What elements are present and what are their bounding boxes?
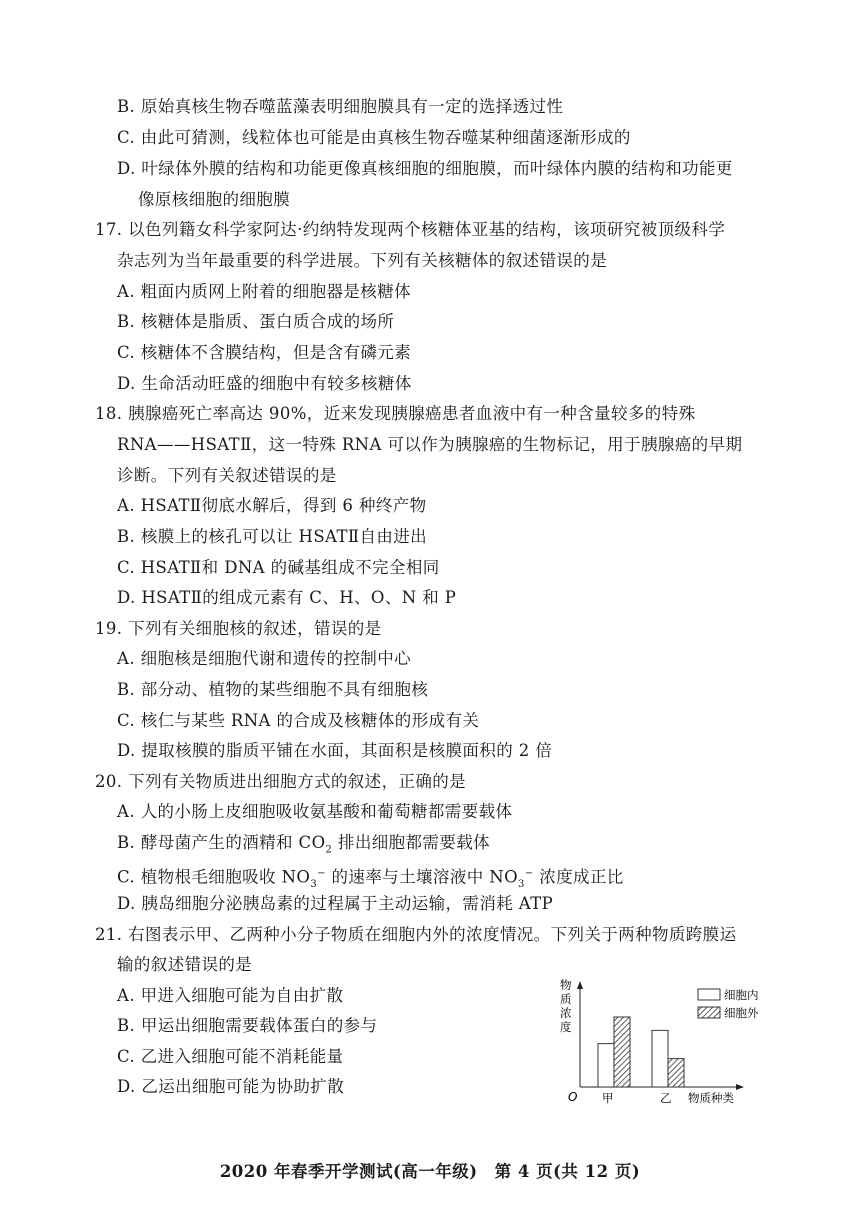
bar-甲-细胞外 xyxy=(614,1017,630,1087)
legend xyxy=(698,988,759,1020)
q18-stem: 18. 胰腺癌死亡率高达 90%，近来发现胰腺癌患者血液中有一种含量较多的特殊 xyxy=(95,404,696,423)
q16-option-d: D. 叶绿体外膜的结构和功能更像真核细胞的细胞膜，而叶绿体内膜的结构和功能更 xyxy=(117,159,733,178)
q19-option-c: C. 核仁与某些 RNA 的合成及核糖体的形成有关 xyxy=(117,711,480,730)
q21-stem-continued: 输的叙述错误的是 xyxy=(117,955,253,974)
origin-label: O xyxy=(568,1090,578,1104)
q16-option-c: C. 由此可猜测，线粒体也可能是由真核生物吞噬某种细菌逐渐形成的 xyxy=(117,128,631,147)
bars-group xyxy=(598,1017,684,1087)
q18-option-d: D. HSATⅡ的组成元素有 C、H、O、N 和 P xyxy=(117,588,457,607)
q17-option-c: C. 核糖体不含膜结构，但是含有磷元素 xyxy=(117,343,412,362)
q20-c-subscript-2: 3 xyxy=(518,878,525,890)
q17-option-d: D. 生命活动旺盛的细胞中有较多核糖体 xyxy=(117,374,412,393)
x-tick-label-甲: 甲 xyxy=(602,1091,614,1105)
concentration-bar-chart xyxy=(552,975,762,1110)
q20-c-text-mid: 的速率与土壤溶液中 NO xyxy=(325,867,519,887)
q16-option-d-continued: 像原核细胞的细胞膜 xyxy=(138,190,291,209)
x-tick-labels xyxy=(602,1091,672,1105)
y-axis-label-line-4: 度 xyxy=(560,1020,572,1034)
q21-stem: 21. 右图表示甲、乙两种小分子物质在细胞内外的浓度情况。下列关于两种物质跨膜运 xyxy=(95,925,737,944)
x-axis-label: 物质种类 xyxy=(688,1091,734,1105)
q20-c-superscript-2: − xyxy=(524,868,534,879)
q18-stem-continued: RNA——HSATⅡ，这一特殊 RNA 可以作为胰腺癌的生物标记，用于胰腺癌的早期 xyxy=(117,435,743,454)
q20-c-text: C. 植物根毛细胞吸收 NO xyxy=(117,867,311,887)
q18-option-c: C. HSATⅡ和 DNA 的碱基组成不完全相同 xyxy=(117,558,440,577)
q16-option-b: B. 原始真核生物吞噬蓝藻表明细胞膜具有一定的选择透过性 xyxy=(117,97,564,116)
q19-option-b: B. 部分动、植物的某些细胞不具有细胞核 xyxy=(117,680,429,699)
q17-option-a: A. 粗面内质网上附着的细胞器是核糖体 xyxy=(117,282,412,301)
q20-c-text-end: 浓度成正比 xyxy=(533,867,624,887)
q20-b-subscript: 2 xyxy=(325,844,333,856)
q18-option-a: A. HSATⅡ彻底水解后，得到 6 种终产物 xyxy=(117,496,427,515)
q20-option-c xyxy=(117,863,624,896)
x-tick-label-乙: 乙 xyxy=(660,1091,672,1105)
q21-option-c: C. 乙进入细胞可能不消耗能量 xyxy=(117,1047,344,1066)
q18-stem-continued-2: 诊断。下列有关叙述错误的是 xyxy=(117,466,337,485)
q20-c-superscript-1: − xyxy=(317,868,326,879)
q20-option-a: A. 人的小肠上皮细胞吸收氨基酸和葡萄糖都需要载体 xyxy=(117,802,513,821)
q20-b-text-end: 排出细胞都需要载体 xyxy=(332,833,491,852)
x-axis-arrow xyxy=(736,1084,744,1090)
q21-option-b: B. 甲运出细胞需要载体蛋白的参与 xyxy=(117,1016,378,1035)
q20-b-text: B. 酵母菌产生的酒精和 CO xyxy=(117,833,326,852)
page-footer: 2020 年春季开学测试(高一年级) 第 4 页(共 12 页) xyxy=(219,1162,641,1181)
q21-option-d: D. 乙运出细胞可能为协助扩散 xyxy=(117,1077,345,1096)
y-axis-label-line-3: 浓 xyxy=(560,1006,572,1020)
bar-乙-细胞内 xyxy=(652,1030,668,1087)
q17-stem-continued: 杂志列为当年最重要的科学进展。下列有关核糖体的叙述错误的是 xyxy=(117,251,608,270)
bar-乙-细胞外 xyxy=(668,1059,684,1087)
y-axis-label-line-1: 物 xyxy=(560,978,572,992)
q17-stem: 17. 以色列籍女科学家阿达·约纳特发现两个核糖体亚基的结构，该项研究被顶级科学 xyxy=(95,220,726,239)
legend-swatch-细胞内 xyxy=(698,989,720,1000)
q21-option-a: A. 甲进入细胞可能为自由扩散 xyxy=(117,986,344,1005)
q20-c-subscript-1: 3 xyxy=(310,878,318,890)
q20-stem: 20. 下列有关物质进出细胞方式的叙述，正确的是 xyxy=(95,772,467,791)
y-axis-arrow xyxy=(577,981,583,989)
legend-swatch-细胞外 xyxy=(698,1007,720,1018)
q18-option-b: B. 核膜上的核孔可以让 HSATⅡ自由进出 xyxy=(117,527,428,546)
legend-label-细胞内: 细胞内 xyxy=(724,988,759,1002)
q19-option-d: D. 提取核膜的脂质平铺在水面，其面积是核膜面积的 2 倍 xyxy=(117,741,553,760)
y-axis-label-line-2: 质 xyxy=(560,992,572,1006)
q20-option-b xyxy=(117,832,490,861)
q20-option-d: D. 胰岛细胞分泌胰岛素的过程属于主动运输，需消耗 ATP xyxy=(117,894,554,913)
bar-甲-细胞内 xyxy=(598,1044,614,1087)
q19-option-a: A. 细胞核是细胞代谢和遗传的控制中心 xyxy=(117,649,412,668)
q17-option-b: B. 核糖体是脂质、蛋白质合成的场所 xyxy=(117,312,395,331)
legend-label-细胞外: 细胞外 xyxy=(724,1006,759,1020)
q19-stem: 19. 下列有关细胞核的叙述，错误的是 xyxy=(95,619,382,638)
